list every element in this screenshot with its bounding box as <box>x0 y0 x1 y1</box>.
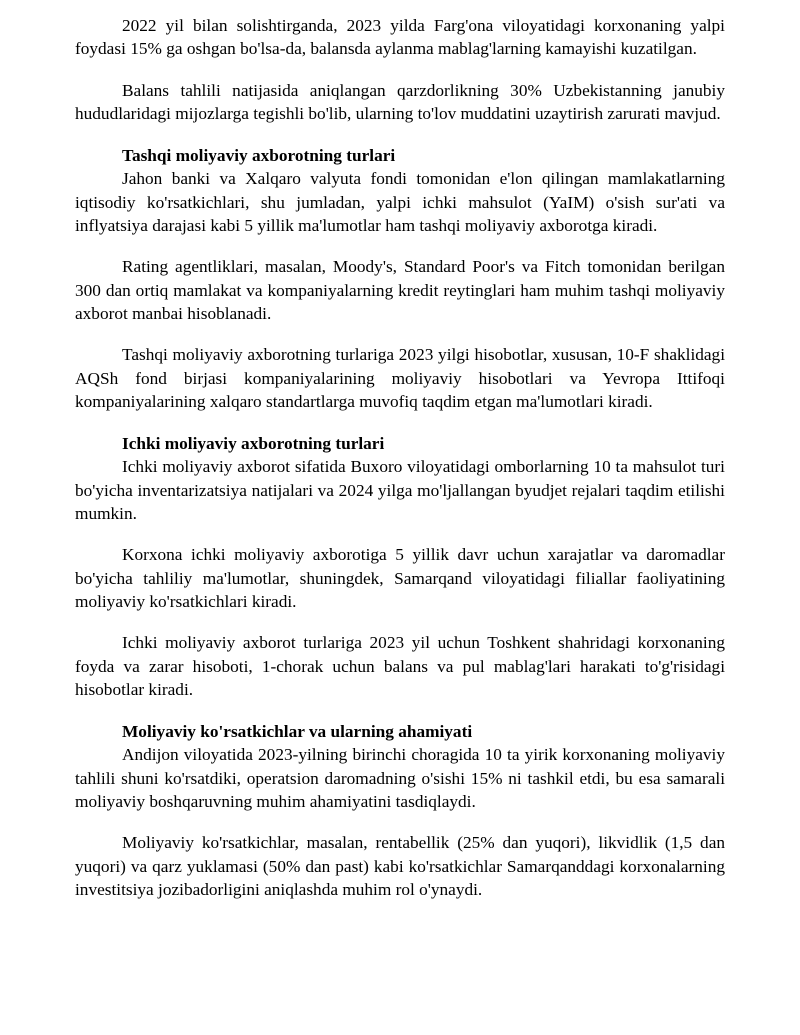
paragraph-bukhara-inventory: Ichki moliyaviy axborot sifatida Buxoro viloyatidagi omborlarning 10 ta mahsulot turi bo'yicha inventarizatsiya natijalari va 2024 yilga mo'ljallangan byudjet rejalari taqdim etilishi mumkin. <box>75 457 725 524</box>
paragraph-rating-agencies: Rating agentliklari, masalan, Moody's, Standard Poor's va Fitch tomonidan berilgan 300 dan ortiq mamlakat va kompaniyalarning kredit reytinglari ham muhim tashqi moliyaviy axborot manbai hisoblanadi. <box>75 257 725 323</box>
heading-internal-info-types: Ichki moliyaviy axborotning turlari <box>122 434 385 454</box>
paragraph-tashkent-reports: Ichki moliyaviy axborot turlariga 2023 yil uchun Toshkent shahridagi korxonaning foyda va zarar hisoboti, 1-chorak uchun balans va pul mablag'lari harakati to'g'risidagi hisobotlar kiradi. <box>75 633 725 699</box>
paragraph-world-bank-imf: Jahon banki va Xalqaro valyuta fondi tomonidan e'lon qilingan mamlakatlarning iqtisodiy ko'rsatkichlari, shu jumladan, yalpi ichki mahsulot (YaIM) o'sish sur'ati va inflyatsiya darajasi kabi 5 yillik ma'lumotlar ham tashqi moliyaviy axborotga kiradi. <box>75 169 725 236</box>
heading-external-info-types: Tashqi moliyaviy axborotning turlari <box>122 146 396 166</box>
paragraph-profit-comparison: 2022 yil bilan solishtirganda, 2023 yilda Farg'ona viloyatidagi korxonaning yalpi foydasi 15% ga oshgan bo'lsa-da, balansda aylanma mablag'larning kamayishi kuzatilgan. <box>75 16 725 59</box>
heading-financial-indicators: Moliyaviy ko'rsatkichlar va ularning ahamiyati <box>122 722 473 742</box>
paragraph-balance-analysis: Balans tahlili natijasida aniqlangan qarzdorlikning 30% Uzbekistanning janubiy hududlaridagi mijozlarga tegishli bo'lib, ularning to'lov muddatini uzaytirish zarurati mavjud. <box>75 80 725 123</box>
paragraph-external-reports: Tashqi moliyaviy axborotning turlariga 2023 yilgi hisobotlar, xususan, 10-F shaklidagi AQSh fond birjasi kompaniyalarining moliyaviy hisobotlari va Yevropa Ittifoqi kompaniyalarining xalqaro standartlarga muvofiq taqdim etgan ma'lumotlari kiradi. <box>75 345 725 411</box>
paragraph-indicator-examples: Moliyaviy ko'rsatkichlar, masalan, rentabellik (25% dan yuqori), likvidlik (1,5 dan yuqori) va qarz yuklamasi (50% dan past) kabi ko'rsatkichlar Samarqanddagi korxonalarning investitsiya jozibadorligini aniqlashda muhim rol o'ynaydi. <box>75 833 725 899</box>
paragraph-samarkand-branches: Korxona ichki moliyaviy axborotiga 5 yillik davr uchun xarajatlar va daromadlar bo'yicha tahliliy ma'lumotlar, shuningdek, Samarqand viloyatidagi filiallar faoliyatining moliyaviy ko'rsatkichlari kiradi. <box>75 545 725 611</box>
document-page <box>75 14 725 901</box>
paragraph-andijan-analysis: Andijon viloyatida 2023-yilning birinchi choragida 10 ta yirik korxonaning moliyaviy tahlili shuni ko'rsatdiki, operatsion daromadning o'sishi 15% ni tashkil etdi, bu esa samarali moliyaviy boshqaruvning muhim ahamiyatini tasdiqlaydi. <box>75 745 725 812</box>
